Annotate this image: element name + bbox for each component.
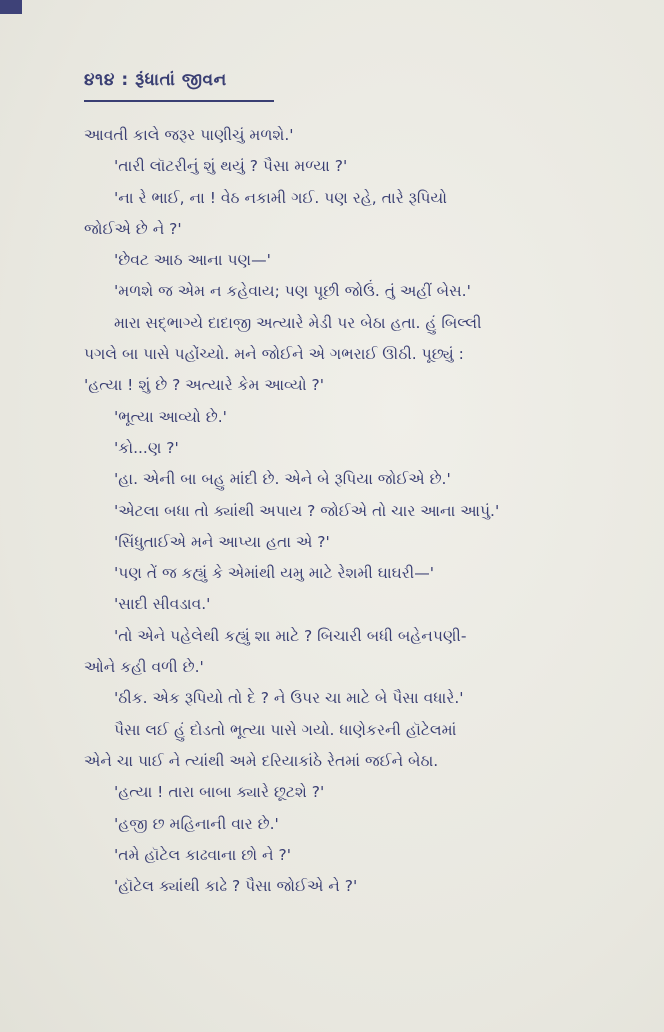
text-line: 'મળશે જ એમ ન કહેવાય; પણ પૂછી જોઉં. તું અહીં બેસ.' [114, 282, 471, 301]
header-separator: : [121, 70, 129, 90]
text-line: 'પણ તેં જ કહ્યું કે એમાંથી યમુ માટે રેશમી ઘાઘરી—' [114, 564, 434, 583]
text-line: 'હા. એની બા બહુ માંદી છે. એને બે રૂપિયા જોઈએ છે.' [114, 470, 451, 489]
header-underline [84, 100, 274, 102]
text-line: 'તો એને પહેલેથી કહ્યું શા માટે ? બિચારી બધી બહેનપણી- [114, 626, 467, 645]
text-line: 'એટલા બધા તો ક્યાંથી અપાય ? જોઈએ તો ચાર આના આપું.' [114, 501, 500, 520]
text-line: પૈસા લઈ હું દોડતો ભૂત્યા પાસે ગયો. ધાણેકરની હૉટેલમાં [114, 720, 457, 739]
text-line: 'હત્યા ! શું છે ? અત્યારે કેમ આવ્યો ?' [84, 376, 324, 395]
text-line: એને ચા પાઈ ને ત્યાંથી અમે દરિયાકાંઠે રેતમાં જઈને બેઠા. [84, 751, 439, 770]
text-line: 'હત્યા ! તારા બાબા ક્યારે છૂટશે ?' [114, 783, 325, 802]
text-line: 'કો...ણ ?' [114, 438, 179, 457]
text-line: પગલે બા પાસે પહોંચ્યો. મને જોઈને એ ગભરાઈ ઊઠી. પૂછ્યું : [84, 345, 464, 364]
text-line: 'તમે હૉટેલ કાઢવાના છો ને ?' [114, 845, 292, 864]
body-text [84, 120, 604, 902]
text-line: 'ઠીક. એક રૂપિયો તો દે ? ને ઉપર ચા માટે બે પૈસા વધારે.' [114, 689, 464, 708]
running-header [84, 70, 227, 90]
text-line: 'સિંધુતાઈએ મને આપ્યા હતા એ ?' [114, 532, 330, 551]
text-line: 'સાદી સીવડાવ.' [114, 595, 211, 614]
page-number: ૪૧૪ [84, 70, 115, 90]
text-line: 'તારી લૉટરીનું શું થયું ? પૈસા મળ્યા ?' [114, 157, 348, 176]
text-line: 'છેવટ આઠ આના પણ—' [114, 251, 271, 270]
text-line: આવતી કાલે જરૂર પાણીચું મળશે.' [84, 126, 294, 144]
text-line: 'ના રે ભાઈ, ના ! વેઠ નકામી ગઈ. પણ રહે, તારે રૂપિયો [114, 188, 448, 207]
text-line: 'હજી છ મહિનાની વાર છે.' [114, 814, 279, 833]
corner-mark [0, 0, 22, 14]
book-title: રૂંધાતાં જીવન [135, 70, 227, 90]
text-line: ઓને કહી વળી છે.' [84, 658, 204, 677]
text-line: 'હૉટેલ ક્યાંથી કાઢે ? પૈસા જોઈએ ને ?' [114, 877, 358, 896]
text-line: મારા સદ્‌ભાગ્યે દાદાજી અત્યારે મેડી પર બેઠા હતા. હું બિલ્લી [114, 313, 482, 332]
text-line: 'ભૂત્યા આવ્યો છે.' [114, 407, 227, 426]
text-line: જોઈએ છે ને ?' [84, 219, 182, 238]
